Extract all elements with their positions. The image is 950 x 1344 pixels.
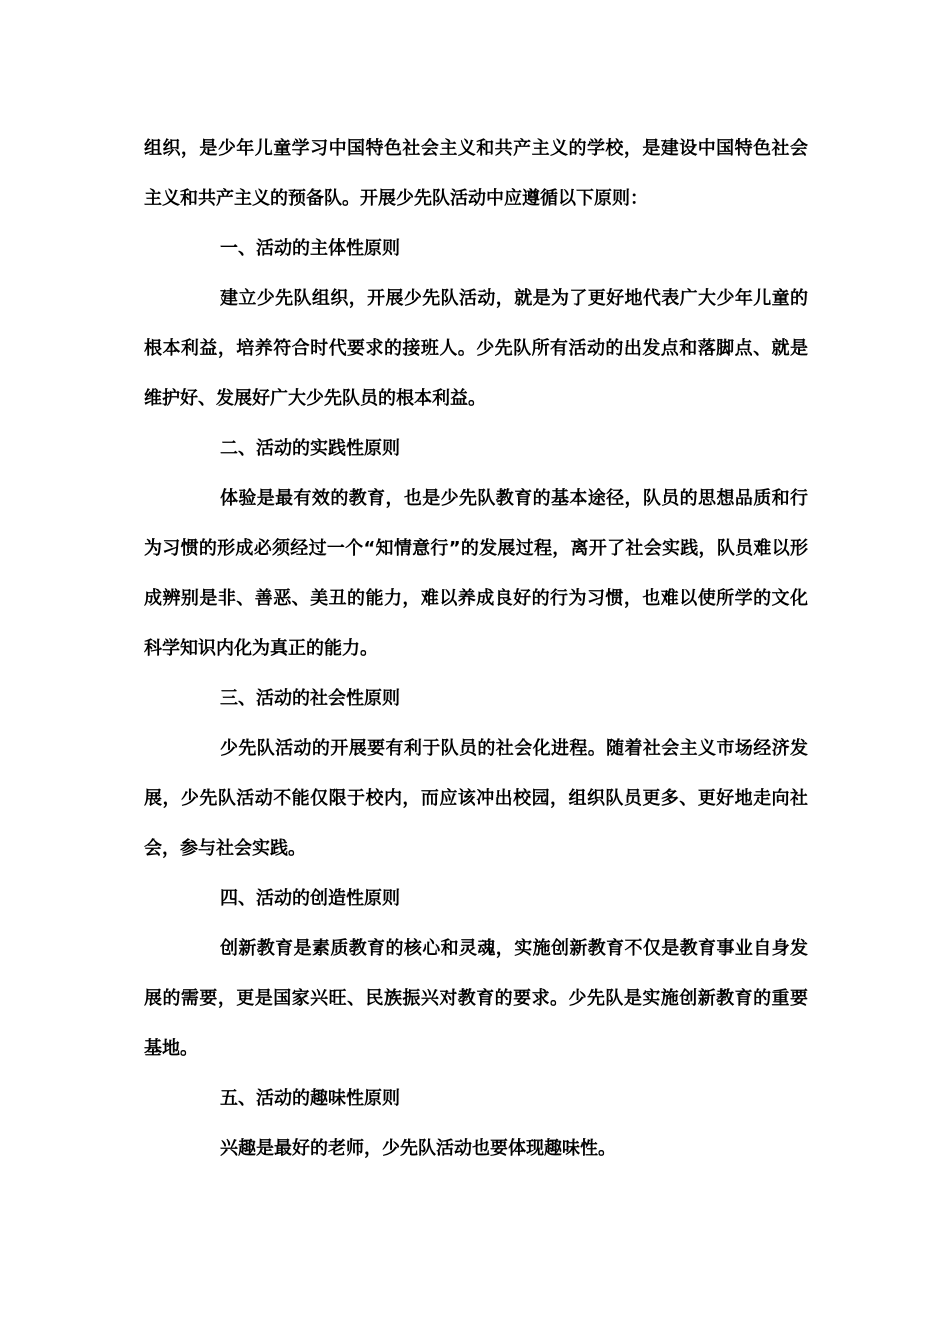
section-heading-2: 二、活动的实践性原则	[220, 438, 400, 459]
section-body-5: 兴趣是最好的老师，少先队活动也要体现趣味性。	[220, 1138, 616, 1159]
section-heading-3: 三、活动的社会性原则	[220, 688, 400, 709]
section-heading-4: 四、活动的创造性原则	[220, 888, 400, 909]
section-heading-1: 一、活动的主体性原则	[220, 238, 400, 259]
section-body-4: 创新教育是素质教育的核心和灵魂，实施创新教育不仅是教育事业自身发展的需要，更是国家兴旺、民族振兴对教育的要求。少先队是实施创新教育的重要基地。	[144, 938, 808, 1059]
section-body-2: 体验是最有效的教育，也是少先队教育的基本途径，队员的思想品质和行为习惯的形成必须经过一个“知情意行”的发展过程，离开了社会实践，队员难以形成辨别是非、善恶、美丑的能力，难以养成良好的行为习惯，也难以使所学的文化科学知识内化为真正的能力。	[144, 488, 808, 659]
section-heading-5: 五、活动的趣味性原则	[220, 1088, 400, 1109]
intro-paragraph: 组织，是少年儿童学习中国特色社会主义和共产主义的学校，是建设中国特色社会主义和共产主义的预备队。开展少先队活动中应遵循以下原则：	[144, 138, 808, 209]
section-body-3: 少先队活动的开展要有利于队员的社会化进程。随着社会主义市场经济发展，少先队活动不能仅限于校内，而应该冲出校园，组织队员更多、更好地走向社会，参与社会实践。	[144, 738, 808, 859]
section-body-1: 建立少先队组织，开展少先队活动，就是为了更好地代表广大少年儿童的根本利益，培养符合时代要求的接班人。少先队所有活动的出发点和落脚点、就是维护好、发展好广大少先队员的根本利益。	[144, 288, 808, 409]
document-page	[144, 124, 808, 1174]
